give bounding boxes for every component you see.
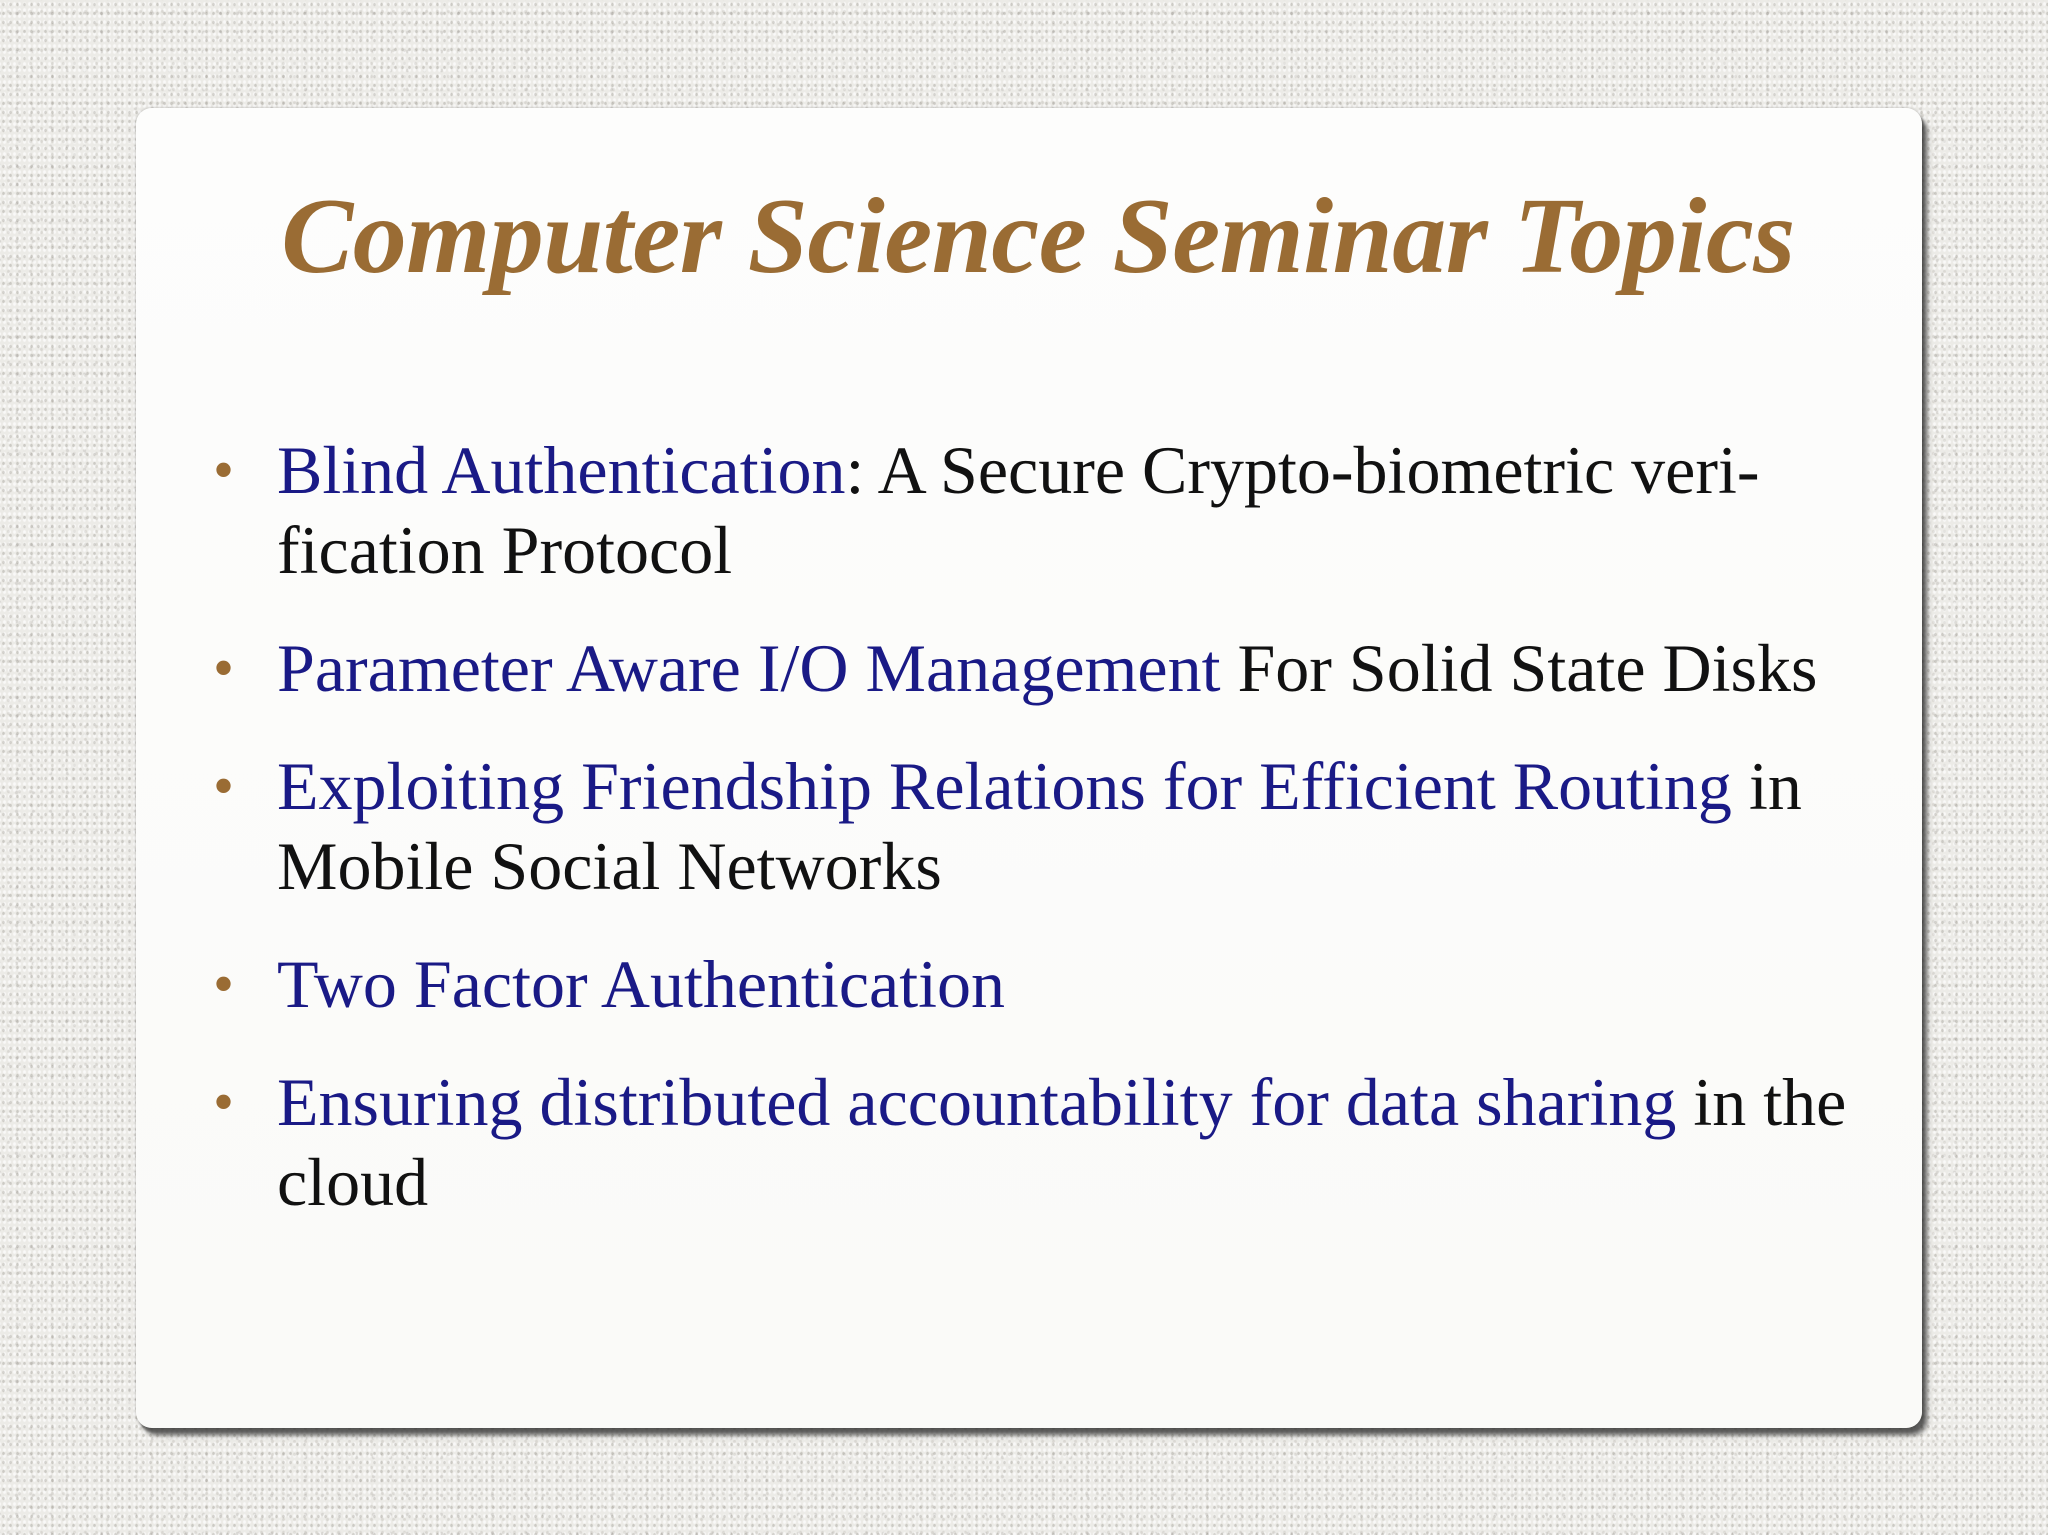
list-item <box>205 746 1925 906</box>
topic-link[interactable]: Exploiting Friendship Relations for Efficient Routing <box>277 748 1732 824</box>
topic-text: in the cloud <box>277 1064 1847 1220</box>
topic-link[interactable]: Two Factor Authentication <box>277 946 1005 1022</box>
list-item <box>205 628 1925 708</box>
bullet-icon: • <box>213 437 235 503</box>
topic-link[interactable]: Parameter Aware I/O Management <box>277 630 1221 706</box>
bullet-icon: • <box>213 951 235 1017</box>
topic-link[interactable]: Blind Authentication <box>277 432 846 508</box>
topic-text: For Solid State Disks <box>1220 630 1818 706</box>
topic-link[interactable]: Ensuring distributed accountability for data sharing <box>277 1064 1677 1140</box>
bullet-icon: • <box>213 753 235 819</box>
list-item <box>205 430 1925 590</box>
topic-text: : A Secure Crypto-biometric veri-fication Protocol <box>277 432 1760 588</box>
list-item <box>205 1062 1925 1222</box>
topic-text: in Mobile Social Networks <box>277 748 1802 904</box>
slide-title: Computer Science Seminar Topics <box>281 177 1795 296</box>
bullet-icon: • <box>213 635 235 701</box>
topic-list <box>205 430 1925 1260</box>
bullet-icon: • <box>213 1069 235 1135</box>
list-item <box>205 944 1925 1024</box>
